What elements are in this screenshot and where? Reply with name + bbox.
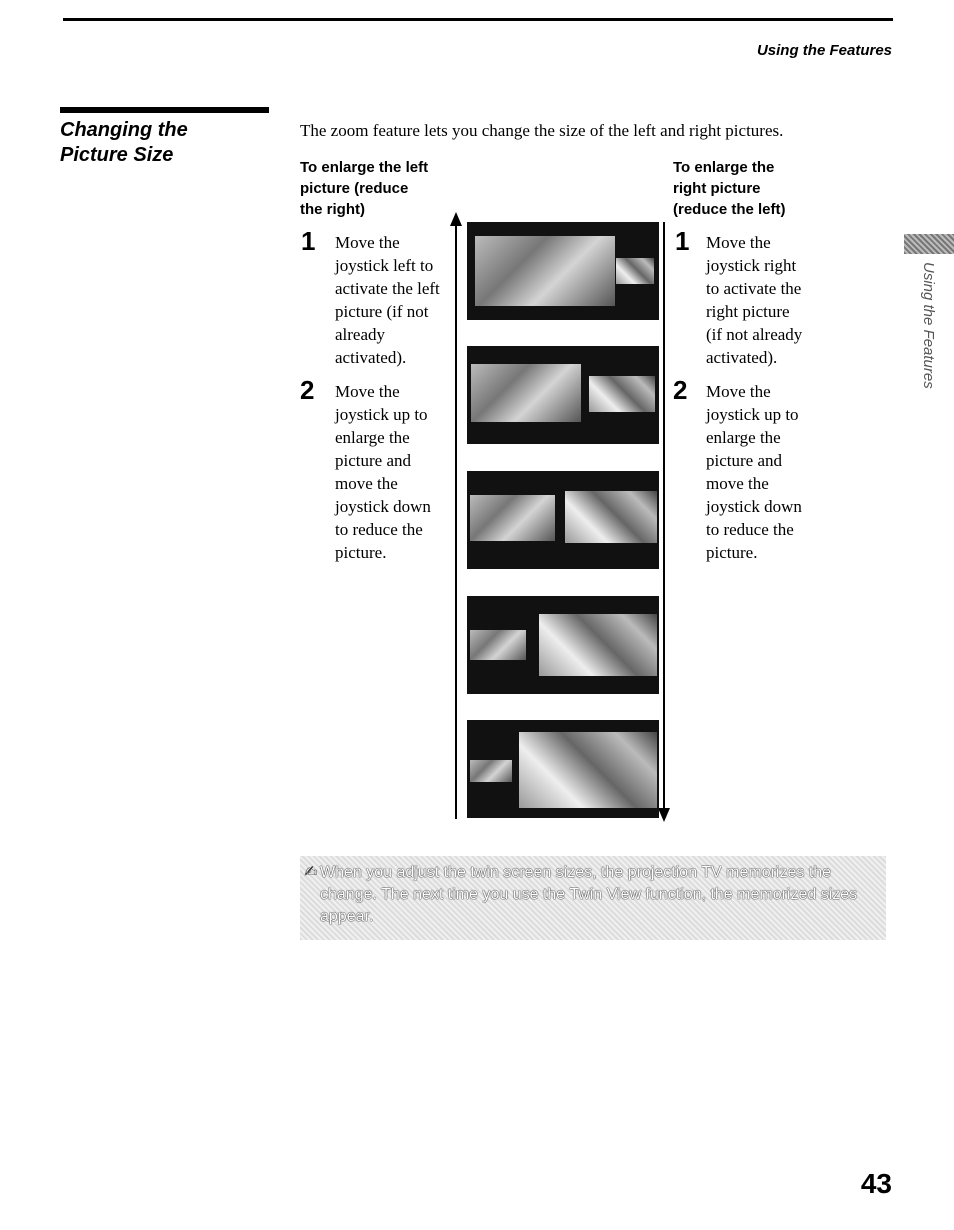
down-arrow-line [663, 222, 665, 810]
side-tab-marker [904, 234, 954, 254]
up-arrow-line [455, 222, 457, 819]
side-tab-label: Using the Features [920, 262, 937, 389]
right-step-2-number: 2 [673, 375, 688, 405]
top-rule [63, 18, 893, 21]
left-picture [470, 630, 526, 660]
right-picture [616, 258, 654, 284]
twin-view-frame-1 [467, 222, 659, 320]
left-step-2-text: Move the joystick up to enlarge the picture and move the joystick down to reduce the picture. [335, 382, 431, 562]
twin-view-frame-2 [467, 346, 659, 444]
section-rule [60, 107, 269, 113]
right-column-heading: To enlarge the right picture (reduce the left) [673, 159, 786, 218]
left-column-heading: To enlarge the left picture (reduce the right) [300, 159, 429, 218]
up-arrow-icon [449, 212, 463, 226]
right-picture [519, 732, 657, 808]
section-title: Changing the Picture Size [60, 119, 188, 166]
left-picture [470, 495, 555, 541]
twin-view-frame-3 [467, 471, 659, 569]
left-picture [471, 364, 581, 422]
note-text: When you adjust the twin screen sizes, the projection TV memorizes the change. The next time you use the Twin View function, the memorized sizes appear. [320, 864, 858, 925]
right-step-2-text: Move the joystick up to enlarge the picture and move the joystick down to reduce the picture. [706, 382, 802, 562]
right-picture [589, 376, 655, 412]
page-number: 43 [860, 1168, 892, 1199]
left-step-2-number: 2 [300, 375, 315, 405]
twin-view-frame-5 [467, 720, 659, 818]
left-picture [470, 760, 512, 782]
left-picture [475, 236, 615, 306]
running-header: Using the Features [756, 42, 892, 59]
left-step-1-number: 1 [301, 226, 316, 256]
right-step-1-number: 1 [675, 226, 690, 256]
down-arrow-icon [657, 808, 671, 822]
right-step-1-text: Move the joystick right to activate the right picture (if not already activated). [706, 233, 803, 367]
right-picture [565, 491, 657, 543]
intro-text: The zoom feature lets you change the size of the left and right pictures. [300, 121, 784, 140]
right-picture [539, 614, 657, 676]
twin-view-frame-4 [467, 596, 659, 694]
pencil-note-icon: ✍ [304, 862, 318, 881]
left-step-1-text: Move the joystick left to activate the left picture (if not already activated). [335, 233, 440, 367]
